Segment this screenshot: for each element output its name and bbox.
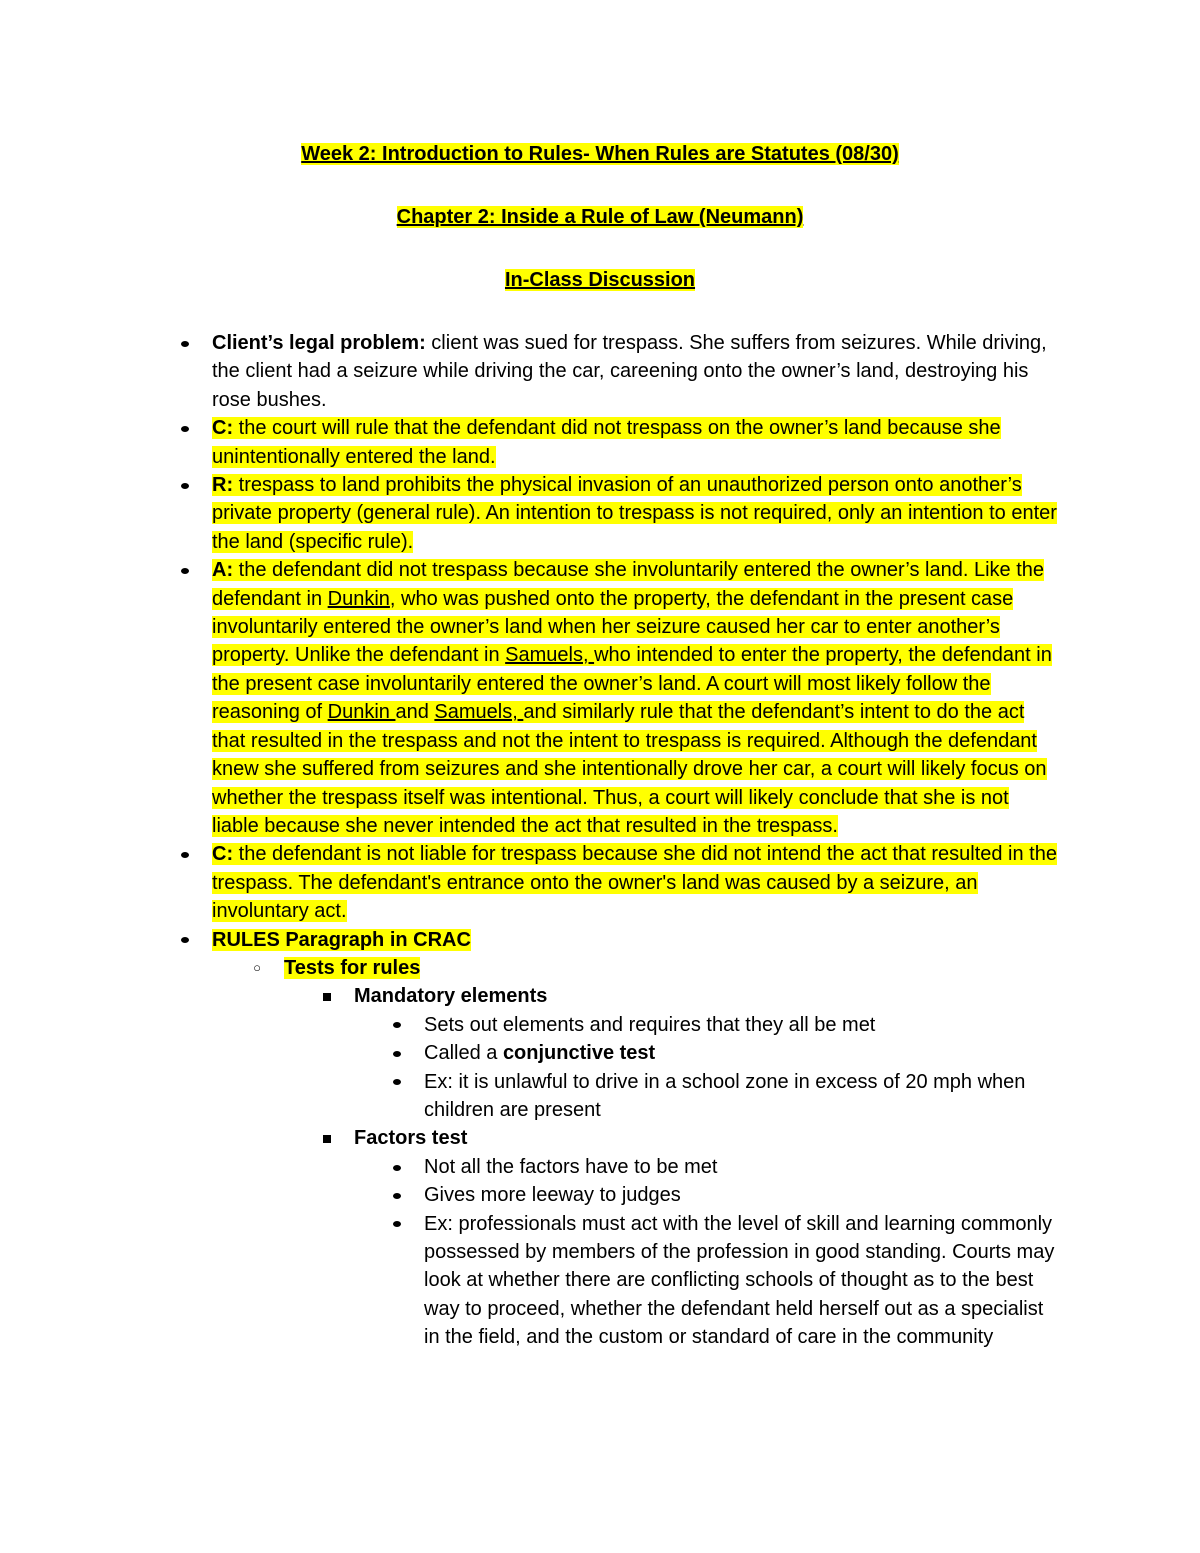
list-item <box>390 1068 1060 1125</box>
conjunctive-test-term: conjunctive test <box>502 1042 656 1065</box>
bullet-icon <box>390 1039 404 1067</box>
case-name-samuels: Samuels, <box>505 644 595 667</box>
final-conclusion-label: C: <box>212 843 234 866</box>
factors-heading: Factors test <box>354 1127 468 1150</box>
square-bullet-icon <box>320 1124 334 1152</box>
tests-list <box>320 982 1060 1351</box>
list-item-final-conclusion <box>178 840 1060 925</box>
list-item-conclusion <box>178 414 1060 471</box>
bullet-icon <box>178 840 192 868</box>
rule-label: R: <box>212 474 234 497</box>
factors-point-2: Gives more leeway to judges <box>424 1184 681 1207</box>
bullet-icon <box>390 1153 404 1181</box>
list-item-problem <box>178 329 1060 414</box>
bullet-icon <box>390 1011 404 1039</box>
bullet-icon <box>178 471 192 499</box>
analysis-text-4: and <box>395 701 435 724</box>
title-block <box>140 140 1060 294</box>
factors-point-3: Ex: professionals must act with the level of skill and learning commonly possessed by members of the profession in good standing. Courts may look at whether there are conflicting schools of thought as to the best way to proceed, whether the defendant held herself out as a specialist in the field, and the custom or standard of care in the community <box>424 1212 1055 1349</box>
bullet-icon <box>178 329 192 357</box>
main-list <box>178 329 1060 1352</box>
list-item <box>390 1181 1060 1209</box>
section-title <box>140 266 1060 294</box>
list-item-mandatory <box>320 982 1060 1124</box>
rules-heading: RULES Paragraph in CRAC <box>212 928 471 951</box>
mandatory-point-2: Called a <box>424 1042 503 1065</box>
sub-list <box>250 954 1060 1352</box>
section-title-text: In-Class Discussion <box>504 269 696 291</box>
tests-heading: Tests for rules <box>284 956 421 979</box>
bullet-icon <box>390 1181 404 1209</box>
chapter-title-text: Chapter 2: Inside a Rule of Law (Neumann) <box>396 206 804 228</box>
list-item <box>390 1210 1060 1352</box>
case-name-samuels: Samuels, <box>434 701 524 724</box>
chapter-title <box>140 203 1060 231</box>
problem-label: Client’s legal problem: <box>212 332 426 354</box>
analysis-text-2: , who was pushed onto the property, the defendant in the present case involuntarily entered the owner’s land when her seizure caused her car to enter another’s property. Unlike the defendant in <box>212 587 1014 667</box>
mandatory-list <box>390 1011 1060 1125</box>
list-item-rule <box>178 471 1060 556</box>
case-name-dunkin: Dunkin <box>327 701 396 724</box>
mandatory-point-3: Ex: it is unlawful to drive in a school zone in excess of 20 mph when children are present <box>424 1070 1026 1121</box>
square-bullet-icon <box>320 982 334 1010</box>
factors-point-1: Not all the factors have to be met <box>424 1155 718 1178</box>
week-title <box>140 140 1060 168</box>
list-item-analysis <box>178 556 1060 840</box>
bullet-icon <box>390 1210 404 1238</box>
factors-list <box>390 1153 1060 1352</box>
list-item <box>390 1153 1060 1181</box>
mandatory-heading: Mandatory elements <box>354 985 548 1008</box>
bullet-icon <box>178 414 192 442</box>
bullet-icon <box>390 1068 404 1096</box>
week-title-text: Week 2: Introduction to Rules- When Rules are Statutes (08/30) <box>301 143 899 165</box>
list-item-tests <box>250 954 1060 1352</box>
bullet-icon <box>178 556 192 584</box>
case-name-dunkin: Dunkin <box>327 587 390 610</box>
list-item-factors <box>320 1124 1060 1351</box>
list-item-rules-paragraph <box>178 926 1060 1352</box>
analysis-text-5: and similarly rule that the defendant’s intent to do the act that resulted in the trespass and not the intent to trespass is required. Although the defendant knew she suffered from seizures and she intentionally drove her car, a court will likely focus on whether the trespass itself was intentional. Thus, a court will likely conclude that she is not liable because she never intended the act that resulted in the trespass. <box>212 701 1047 837</box>
mandatory-point-1: Sets out elements and requires that they all be met <box>424 1013 876 1036</box>
analysis-text-1: the defendant did not trespass because she involuntarily entered the owner’s land. Like the defendant in <box>212 559 1045 610</box>
analysis-label: A: <box>212 559 234 582</box>
conclusion-label: C: <box>212 417 234 440</box>
list-item <box>390 1011 1060 1039</box>
circle-bullet-icon: ○ <box>253 959 261 975</box>
bullet-icon <box>178 926 192 954</box>
list-item <box>390 1039 1060 1067</box>
final-conclusion-text: the defendant is not liable for trespass because she did not intend the act that resulted in the trespass. The defendant's entrance onto the owner's land was caused by a seizure, an involuntary act. <box>212 843 1057 923</box>
rule-text: trespass to land prohibits the physical invasion of an unauthorized person onto another’s private property (general rule). An intention to trespass is not required, only an intention to enter the land (specific rule). <box>212 474 1057 553</box>
conclusion-text: the court will rule that the defendant did not trespass on the owner’s land because she unintentionally entered the land. <box>212 417 1001 468</box>
problem-text: client was sued for trespass. She suffers from seizures. While driving, the client had a seizure while driving the car, careening onto the owner’s land, destroying his rose bushes. <box>212 332 1047 411</box>
analysis-text-3: who intended to enter the property, the defendant in the present case involuntarily entered the owner’s land. A court will most likely follow the reasoning of <box>212 644 1052 724</box>
